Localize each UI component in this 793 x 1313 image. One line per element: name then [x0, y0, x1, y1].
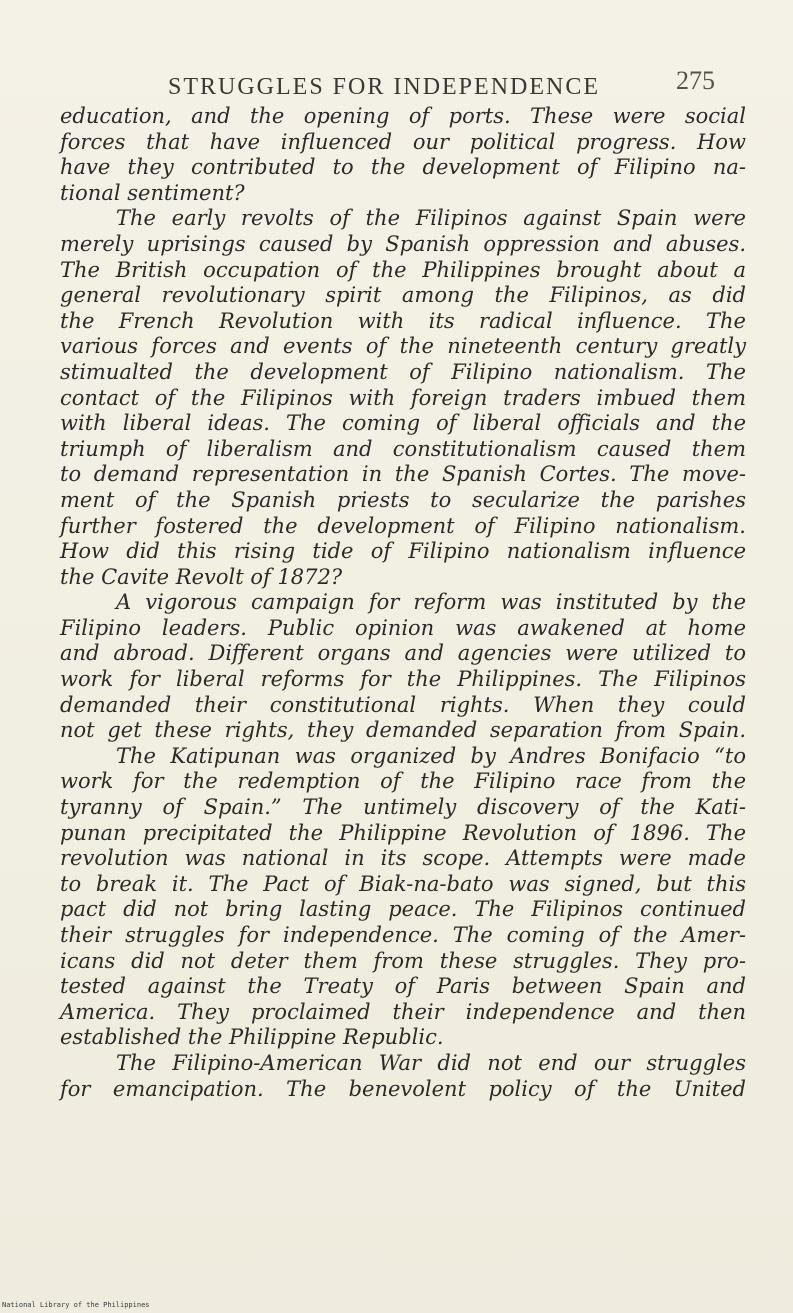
text-line: merely uprisings caused by Spanish oppression and abuses.	[60, 231, 746, 256]
text-line: pact did not bring lasting peace. The Filipinos continued	[60, 897, 746, 922]
page-number: 275	[676, 66, 715, 95]
text-line: to break it. The Pact of Biak-na-bato was signed, but this	[60, 871, 746, 896]
text-line: triumph of liberalism and constitutionalism caused them	[60, 436, 746, 461]
running-head: STRUGGLES FOR INDEPENDENCE	[168, 74, 601, 100]
text-line: further fostered the development of Filipino nationalism.	[60, 513, 746, 538]
text-line: ment of the Spanish priests to secularize the parishes	[60, 487, 746, 512]
text-line: Filipino leaders. Public opinion was awakened at home	[60, 615, 746, 640]
text-line: The British occupation of the Philippines brought about a	[60, 257, 746, 282]
text-line: demanded their constitutional rights. When they could	[60, 692, 746, 717]
text-line: work for liberal reforms for the Philippines. The Filipinos	[60, 667, 746, 692]
text-line: work for the redemption of the Filipino race from the	[60, 769, 746, 794]
text-line: have they contributed to the development of Filipino na-	[60, 155, 746, 180]
text-line: stimualted the development of Filipino nationalism. The	[60, 359, 746, 384]
text-line: tional sentiment?	[60, 180, 245, 205]
text-line: to demand representation in the Spanish Cortes. The move-	[60, 462, 746, 487]
text-line: their struggles for independence. The coming of the Amer-	[60, 923, 746, 947]
text-line: with liberal ideas. The coming of liberal officials and the	[60, 411, 746, 436]
text-line: not get these rights, they demanded separation from Spain.	[60, 718, 746, 743]
text-line: The Filipino-American War did not end our struggles	[116, 1050, 746, 1075]
text-line: How did this rising tide of Filipino nationalism influence	[60, 539, 746, 564]
text-line: icans did not deter them from these struggles. They pro-	[60, 948, 746, 973]
text-line: established the Philippine Republic.	[60, 1025, 444, 1050]
text-line: contact of the Filipinos with foreign traders imbued them	[60, 385, 746, 410]
text-line: The early revolts of the Filipinos against Spain were	[116, 206, 746, 231]
text-line: for emancipation. The benevolent policy of the United	[60, 1076, 746, 1101]
text-line: and abroad. Different organs and agencies were utilized to	[60, 641, 746, 666]
text-line: tested against the Treaty of Paris between Spain and	[60, 974, 746, 999]
library-credit: National Library of the Philippines	[2, 1301, 150, 1309]
text-line: education, and the opening of ports. These were social	[60, 104, 746, 128]
text-line: punan precipitated the Philippine Revolution of 1896. The	[60, 820, 746, 845]
body-text	[60, 104, 746, 1102]
text-line: revolution was national in its scope. Attempts were made	[60, 846, 746, 871]
text-line: general revolutionary spirit among the Filipinos, as did	[60, 283, 746, 308]
text-line: The Katipunan was organized by Andres Bonifacio “to	[116, 743, 746, 768]
text-line: tyranny of Spain.” The untimely discovery of the Kati-	[60, 795, 746, 820]
text-line: America. They proclaimed their independence and then	[60, 999, 746, 1024]
text-line: various forces and events of the nineteenth century greatly	[60, 334, 746, 359]
text-line: the French Revolution with its radical influence. The	[60, 308, 746, 333]
text-line: forces that have influenced our political progress. How	[60, 129, 746, 154]
text-line: the Cavite Revolt of 1872?	[60, 564, 343, 589]
text-line: A vigorous campaign for reform was instituted by the	[116, 590, 746, 615]
